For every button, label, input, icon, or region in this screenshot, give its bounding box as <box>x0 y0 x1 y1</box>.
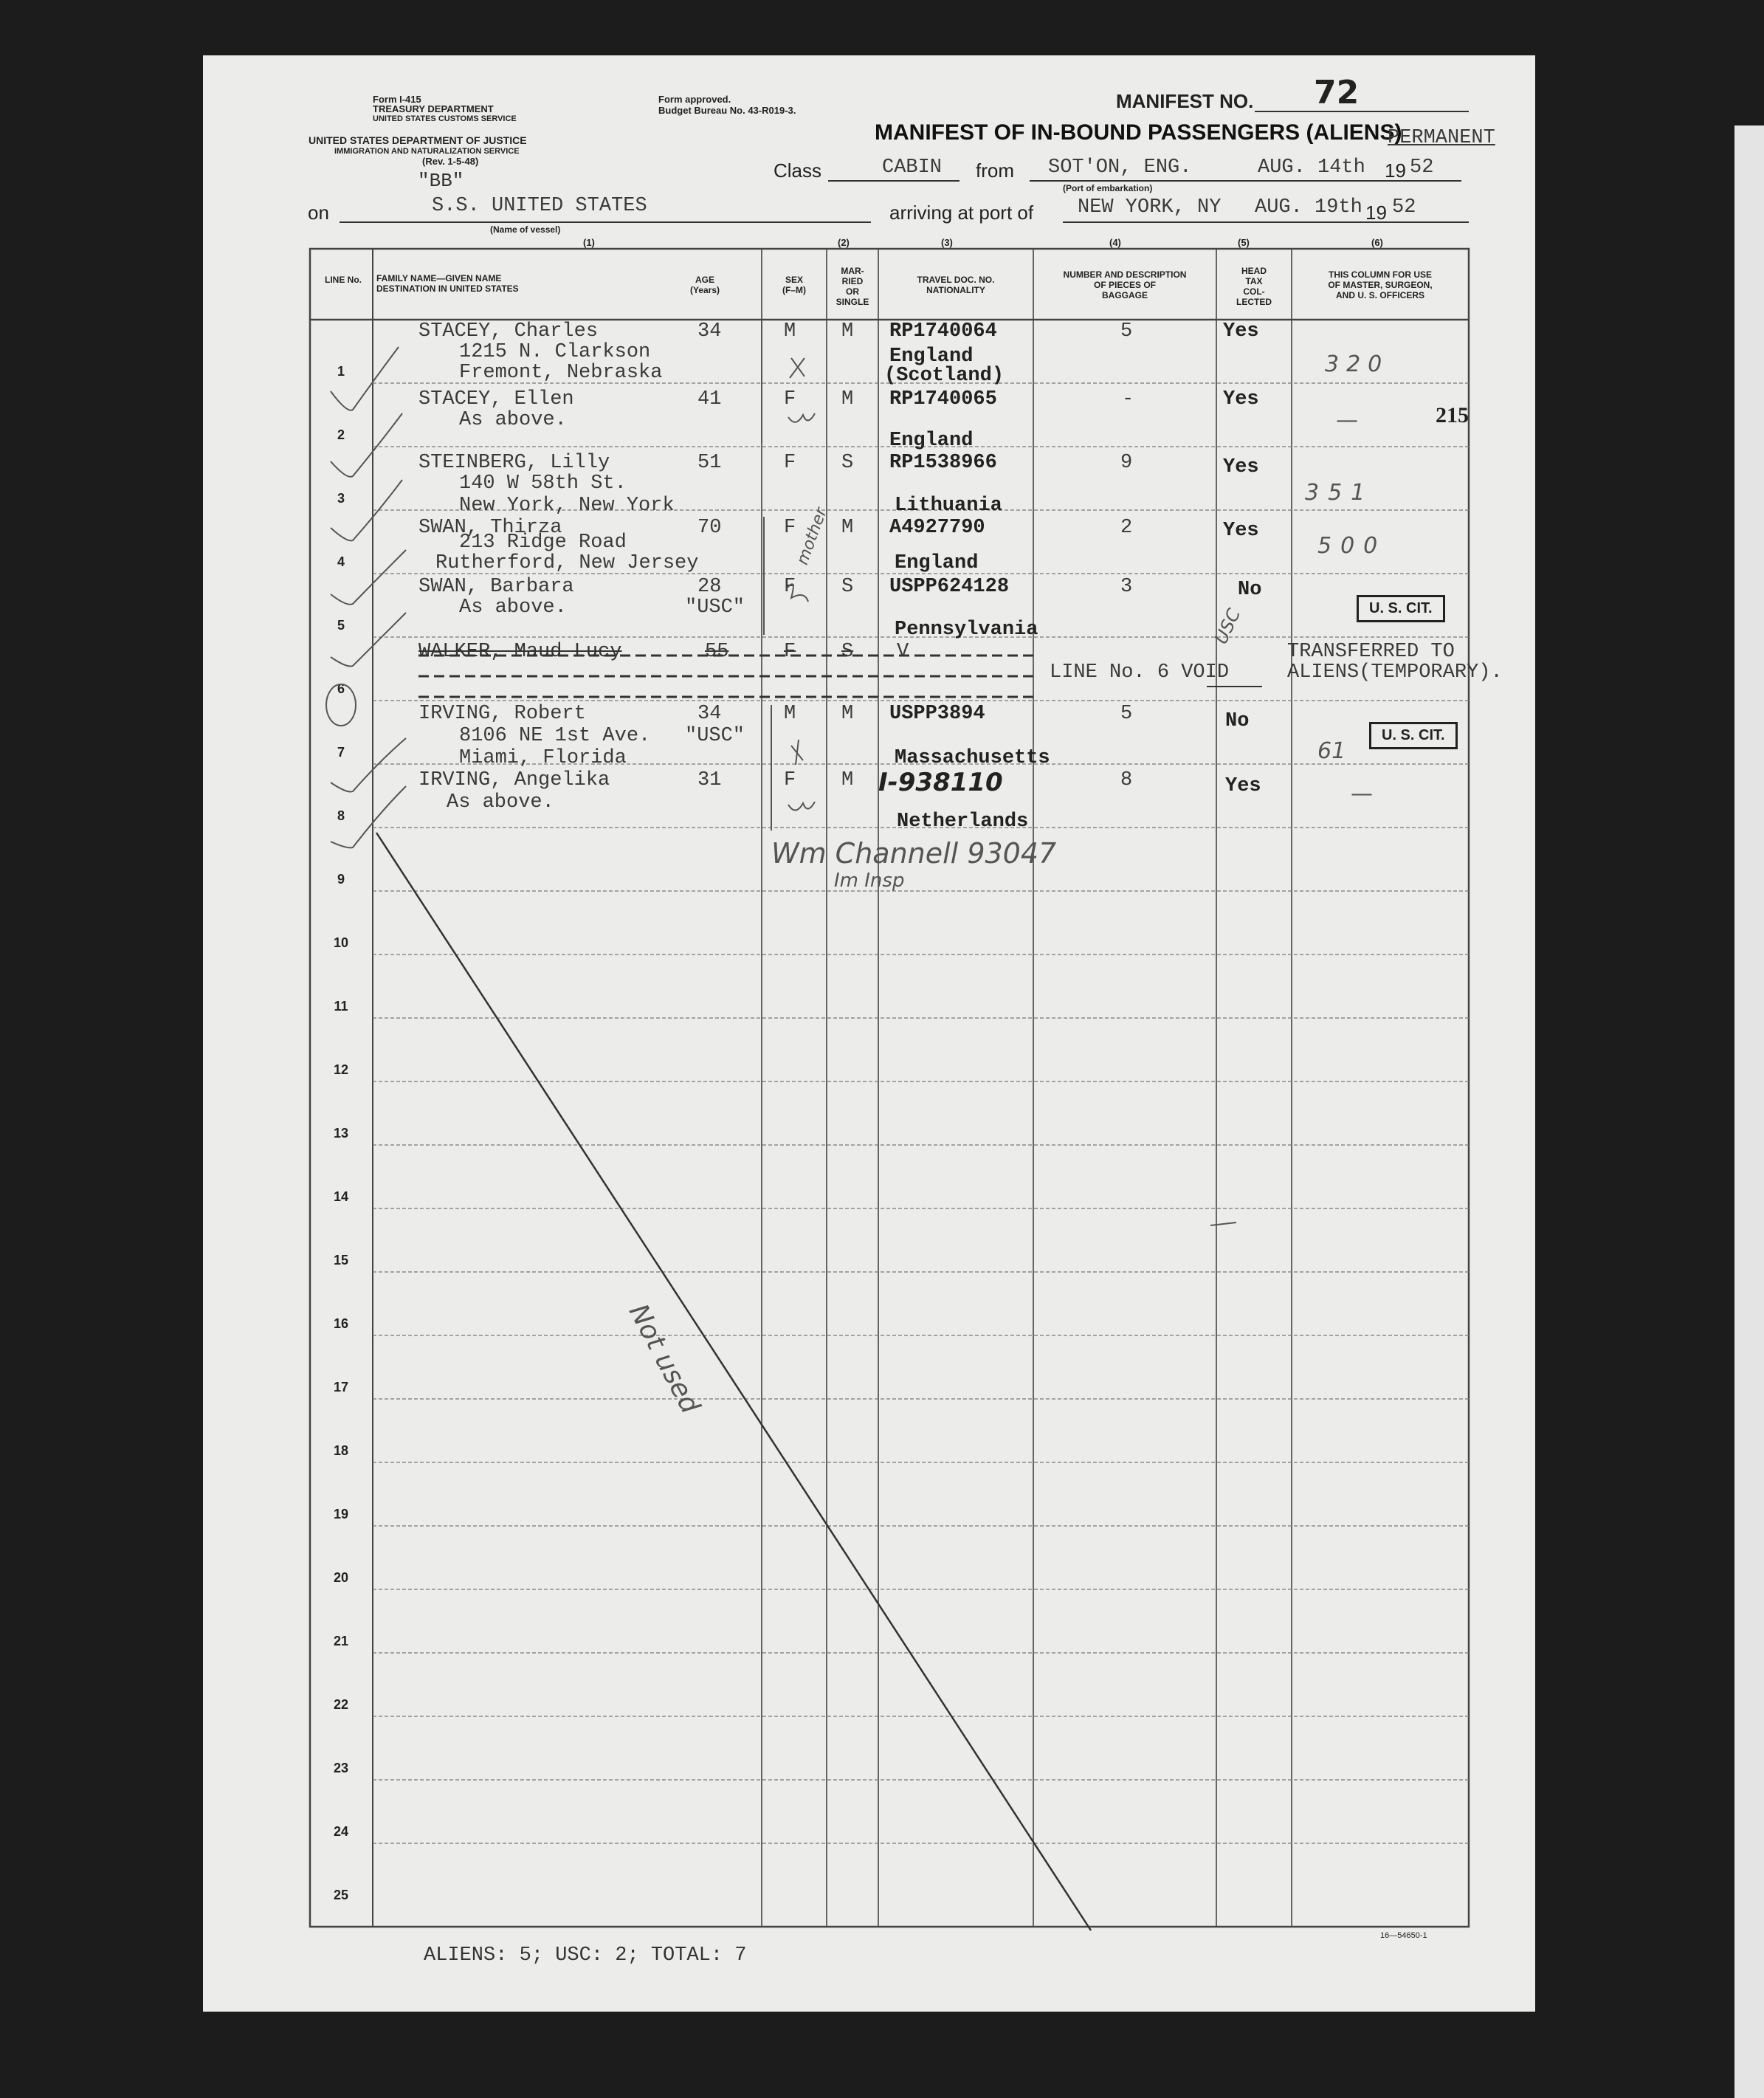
col-married: MAR- RIED OR SINGLE <box>836 266 869 307</box>
col-num-4: (4) <box>1109 237 1121 248</box>
line-number: 15 <box>333 1253 349 1268</box>
row7-marital: M <box>841 703 854 725</box>
row1-tax: Yes <box>1223 320 1259 343</box>
col-travel-doc: TRAVEL DOC. NO. NATIONALITY <box>917 275 995 295</box>
row1-marital: M <box>841 320 854 343</box>
line-number: 4 <box>337 554 345 569</box>
line-number: 12 <box>333 1062 349 1077</box>
line-number: 2 <box>337 427 345 442</box>
row7-hand-number: 61 <box>1317 738 1346 764</box>
manifest-title: MANIFEST OF IN-BOUND PASSENGERS (ALIENS) <box>875 120 1402 145</box>
row8-marital: M <box>841 769 854 791</box>
line-number: 21 <box>333 1634 349 1648</box>
line-number: 17 <box>333 1380 349 1394</box>
arrival-date: AUG. 19th <box>1255 196 1362 219</box>
row8-sex: F <box>784 769 796 791</box>
from-label: from <box>976 159 1014 182</box>
inspector-signature: Wm Channell 93047 <box>771 837 1057 870</box>
row3-tax: Yes <box>1223 456 1259 478</box>
row1-sex: M <box>784 320 796 343</box>
line-number: 18 <box>333 1443 349 1458</box>
col-num-5: (5) <box>1238 237 1250 248</box>
depart-date: AUG. 14th <box>1258 157 1365 179</box>
line-number: 7 <box>337 745 345 760</box>
line-number: 23 <box>333 1761 349 1775</box>
col-age: AGE (Years) <box>689 275 720 295</box>
row2-nat1: England <box>889 430 974 452</box>
row3-baggage: 9 <box>1120 452 1133 474</box>
embark-port: SOT'ON, ENG. <box>1048 157 1192 179</box>
col-sex: SEX (F–M) <box>782 275 806 295</box>
row7-baggage: 5 <box>1120 703 1133 725</box>
line-number: 5 <box>337 618 345 633</box>
row2-addr1: As above. <box>459 409 567 431</box>
arrival-year: 52 <box>1392 196 1416 219</box>
permanent-mark: PERMANENT <box>1388 127 1495 149</box>
revision: (Rev. 1-5-48) <box>422 156 479 167</box>
row7-age-usc: "USC" <box>685 725 745 747</box>
line-number: 1 <box>337 364 345 379</box>
row2-marital: M <box>841 388 854 410</box>
transfer-note-2: ALIENS(TEMPORARY). <box>1287 661 1503 684</box>
row5-addr1: As above. <box>459 596 567 619</box>
row8-addr1: As above. <box>447 791 554 814</box>
on-label: on <box>308 202 329 224</box>
vessel-name: S.S. UNITED STATES <box>432 195 647 217</box>
row4-doc: A4927790 <box>889 517 985 539</box>
footer-totals: ALIENS: 5; USC: 2; TOTAL: 7 <box>424 1944 747 1967</box>
embark-caption: (Port of embarkation) <box>1063 183 1153 193</box>
row5-name: SWAN, Barbara <box>418 576 574 598</box>
row8-name: IRVING, Angelika <box>418 769 610 791</box>
row3-addr1: 140 W 58th St. <box>459 472 627 495</box>
row8-nat1: Netherlands <box>897 811 1029 833</box>
row5-doc: USPP624128 <box>889 576 1010 598</box>
row6-sex: F <box>784 641 796 663</box>
void-note: LINE No. 6 VOID <box>1050 661 1230 684</box>
row3-marital: S <box>841 452 854 474</box>
row2-officer: — <box>1336 407 1358 433</box>
line-number: 9 <box>337 872 345 887</box>
row5-age: 28 <box>697 576 722 598</box>
row7-addr2: Miami, Florida <box>459 747 627 769</box>
arrival-year-prefix: 19 <box>1365 202 1387 224</box>
row7-doc: USPP3894 <box>889 703 985 725</box>
row2-age: 41 <box>697 388 722 410</box>
line-number: 22 <box>333 1697 349 1712</box>
col-num-1: (1) <box>583 237 595 248</box>
ins-service: IMMIGRATION AND NATURALIZATION SERVICE <box>334 147 520 156</box>
row1-officer: 320 <box>1325 351 1390 377</box>
usc-note: USC <box>1210 605 1245 647</box>
not-used-note: Not used <box>622 1299 706 1419</box>
row1-addr2: Fremont, Nebraska <box>459 362 663 384</box>
row6-age: 55 <box>705 641 729 663</box>
col-line-no: LINE No. <box>325 275 362 285</box>
row6-marital: S <box>841 641 854 663</box>
row7-name: IRVING, Robert <box>418 703 586 725</box>
form-number: Form I-415 <box>373 94 421 105</box>
row4-addr1: 213 Ridge Road <box>459 532 627 554</box>
row4-nat1: England <box>895 552 979 574</box>
row7-addr1: 8106 NE 1st Ave. <box>459 725 651 747</box>
row3-addr2: New York, New York <box>459 495 675 517</box>
row1-nat1: England <box>889 345 974 368</box>
row4-name: SWAN, Thirza <box>418 517 562 539</box>
line-number: 25 <box>333 1888 349 1902</box>
budget-bureau: Budget Bureau No. 43-R019-3. <box>658 105 796 116</box>
col-num-2: (2) <box>838 237 850 248</box>
row7-age: 34 <box>697 703 722 725</box>
row6-doc: V <box>897 641 909 663</box>
row5-tax: No <box>1238 579 1262 601</box>
row5-nat1: Pennsylvania <box>895 619 1038 641</box>
row2-tax: Yes <box>1223 388 1259 410</box>
line-number: 11 <box>334 999 348 1014</box>
justice-dept: UNITED STATES DEPARTMENT OF JUSTICE <box>309 134 527 146</box>
line-number: 10 <box>333 935 349 950</box>
row2-baggage: - <box>1122 388 1134 410</box>
us-citizen-stamp-2: U. S. CIT. <box>1369 722 1458 749</box>
line-number: 19 <box>333 1507 349 1521</box>
transfer-note-1: TRANSFERRED TO <box>1287 641 1455 663</box>
row6-name: WALKER, Maud Lucy <box>418 641 622 663</box>
row4-sex: F <box>784 517 796 539</box>
print-code: 16—54650-1 <box>1380 1931 1427 1940</box>
row4-officer: 500 <box>1317 533 1387 559</box>
row5-marital: S <box>841 576 854 598</box>
class-value: CABIN <box>882 157 943 179</box>
line-number: 3 <box>337 491 345 506</box>
line-number: 16 <box>333 1316 349 1331</box>
row3-officer: 351 <box>1305 480 1374 506</box>
row2-name: STACEY, Ellen <box>418 388 574 410</box>
col-officers: THIS COLUMN FOR USE OF MASTER, SURGEON, AND U. S. OFFICERS <box>1328 269 1433 300</box>
row5-age-usc: "USC" <box>685 596 745 619</box>
row5-baggage: 3 <box>1120 576 1133 598</box>
row1-name: STACEY, Charles <box>418 320 599 343</box>
row3-doc: RP1538966 <box>889 452 997 474</box>
customs-service: UNITED STATES CUSTOMS SERVICE <box>373 114 517 123</box>
class-label: Class <box>774 159 822 182</box>
row8-baggage: 8 <box>1120 769 1133 791</box>
col-baggage: NUMBER AND DESCRIPTION OF PIECES OF BAGGAGE <box>1063 269 1187 300</box>
row1-nat2: (Scotland) <box>884 365 1005 387</box>
row4-age: 70 <box>697 517 722 539</box>
manifest-number: 72 <box>1314 74 1360 111</box>
us-citizen-stamp: U. S. CIT. <box>1357 595 1445 622</box>
row4-tax: Yes <box>1223 520 1259 542</box>
department: TREASURY DEPARTMENT <box>373 103 494 114</box>
row4-addr2: Rutherford, New Jersey <box>435 552 699 574</box>
row8-doc: I-938110 <box>878 768 1003 797</box>
vessel-caption: (Name of vessel) <box>490 224 561 235</box>
line-number: 24 <box>333 1824 349 1839</box>
row7-tax: No <box>1225 710 1250 732</box>
inspector-title: Im Insp <box>834 870 905 892</box>
line-number: 14 <box>333 1189 349 1204</box>
row2-doc: RP1740065 <box>889 388 997 410</box>
col-name: FAMILY NAME—GIVEN NAME DESTINATION IN UNITED STATES <box>376 273 519 294</box>
row1-age: 34 <box>697 320 722 343</box>
row7-sex: M <box>784 703 796 725</box>
row5-sex: F <box>784 576 796 598</box>
row3-sex: F <box>784 452 796 474</box>
year-prefix: 19 <box>1385 159 1406 182</box>
row8-officer: — <box>1351 781 1373 807</box>
row3-age: 51 <box>697 452 722 474</box>
line-number: 8 <box>337 808 345 823</box>
row7-nat1: Massachusetts <box>895 747 1050 769</box>
row4-marital: M <box>841 517 854 539</box>
row2-sex: F <box>784 388 796 410</box>
row3-nat1: Lithuania <box>895 495 1002 517</box>
row1-baggage: 5 <box>1120 320 1133 343</box>
line-number: 20 <box>333 1570 349 1585</box>
side-number-215: 215 <box>1436 403 1469 427</box>
col-head-tax: HEAD TAX COL- LECTED <box>1236 266 1272 307</box>
line-number: 13 <box>333 1126 349 1141</box>
arrival-port: NEW YORK, NY <box>1078 196 1222 219</box>
col-num-6: (6) <box>1371 237 1383 248</box>
row4-baggage: 2 <box>1120 517 1133 539</box>
mother-note: mother <box>793 505 831 568</box>
form-approved: Form approved. <box>658 94 731 105</box>
row1-addr1: 1215 N. Clarkson <box>459 341 651 363</box>
row8-age: 31 <box>697 769 722 791</box>
manifest-label: MANIFEST NO. <box>1116 90 1254 112</box>
col-num-3: (3) <box>941 237 953 248</box>
row8-tax: Yes <box>1225 775 1261 797</box>
depart-year: 52 <box>1410 157 1434 179</box>
row3-name: STEINBERG, Lilly <box>418 452 610 474</box>
arriving-label: arriving at port of <box>889 202 1034 224</box>
bb-mark: "BB" <box>418 170 464 192</box>
row1-doc: RP1740064 <box>889 320 997 343</box>
line-number: 6 <box>337 681 345 696</box>
